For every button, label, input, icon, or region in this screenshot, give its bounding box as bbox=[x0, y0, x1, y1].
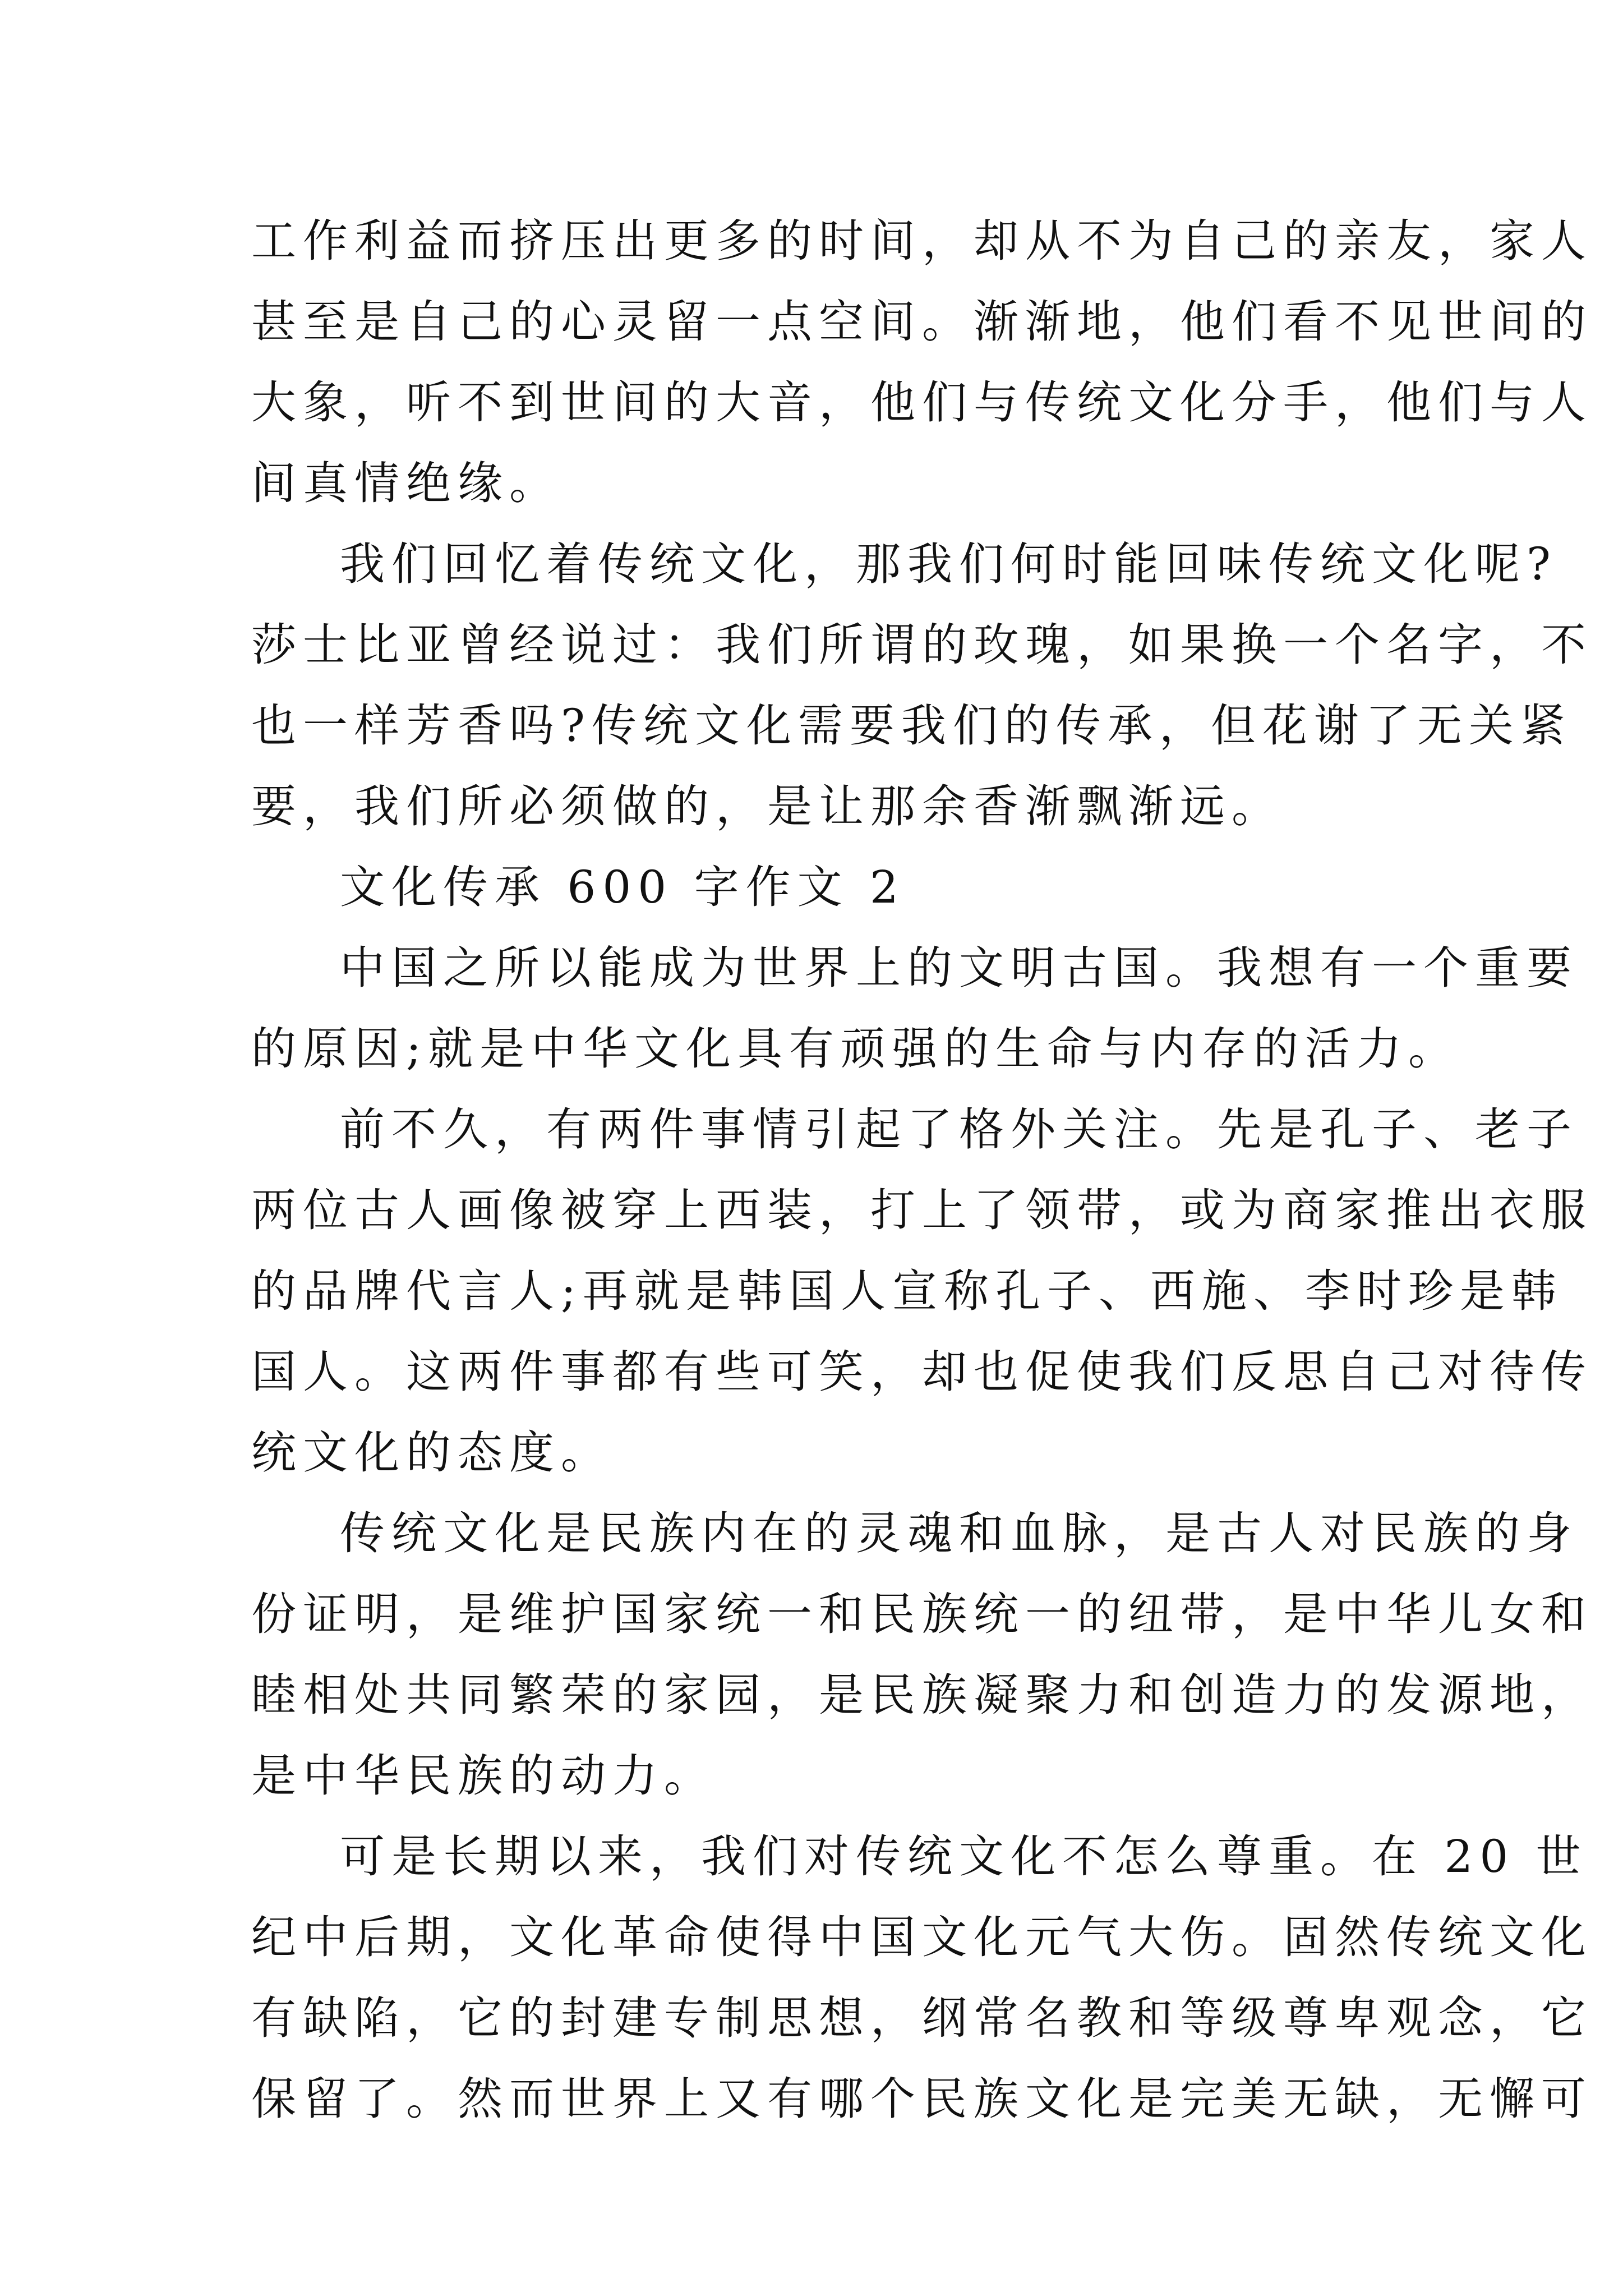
paragraph-lack-of-respect bbox=[251, 1816, 1593, 2139]
text-line: 大象，听不到世间的大音，他们与传统文化分手，他们与人 bbox=[251, 376, 1593, 429]
text-line: 文化传承 600 字作文 2 bbox=[340, 861, 905, 913]
essay-heading bbox=[251, 847, 1384, 928]
text-line: 甚至是自己的心灵留一点空间。渐渐地，他们看不见世间的 bbox=[251, 296, 1593, 348]
essay-body bbox=[251, 201, 1593, 2139]
text-line: 工作利益而挤压出更多的时间，却从不为自己的亲友，家人 bbox=[251, 215, 1593, 267]
text-line: 我们回忆着传统文化，那我们何时能回味传统文化呢? bbox=[340, 538, 1557, 590]
text-line: 的原因;就是中华文化具有顽强的生命与内存的活力。 bbox=[251, 1023, 1460, 1075]
text-line: 份证明，是维护国家统一和民族统一的纽带，是中华儿女和 bbox=[251, 1588, 1593, 1640]
paragraph-continued-modern-life bbox=[251, 201, 1593, 524]
text-line: 有缺陷，它的封建专制思想，纲常名教和等级尊卑观念，它 bbox=[251, 1992, 1593, 2044]
text-line: 前不久，有两件事情引起了格外关注。先是孔子、老子 bbox=[340, 1103, 1578, 1156]
text-line: 是中华民族的动力。 bbox=[251, 1750, 716, 1802]
paragraph-remembering-culture bbox=[251, 524, 1593, 847]
paragraph-soul-and-blood bbox=[251, 1493, 1593, 1816]
text-line: 中国之所以能成为世界上的文明古国。我想有一个重要 bbox=[340, 942, 1578, 994]
text-line: 保留了。然而世界上又有哪个民族文化是完美无缺，无懈可 bbox=[251, 2073, 1593, 2125]
paragraph-two-incidents bbox=[251, 1089, 1593, 1493]
text-line: 要，我们所必须做的，是让那余香渐飘渐远。 bbox=[251, 780, 1283, 832]
text-line: 纪中后期，文化革命使得中国文化元气大伤。固然传统文化 bbox=[251, 1911, 1593, 1963]
text-line: 可是长期以来，我们对传统文化不怎么尊重。在 20 世 bbox=[340, 1830, 1588, 1883]
text-line: 的品牌代言人;再就是韩国人宣称孔子、西施、李时珍是韩 bbox=[251, 1265, 1563, 1317]
text-line: 两位古人画像被穿上西装，打上了领带，或为商家推出衣服 bbox=[251, 1184, 1593, 1236]
text-line: 传统文化是民族内在的灵魂和血脉，是古人对民族的身 bbox=[340, 1507, 1578, 1559]
text-line: 也一样芳香吗?传统文化需要我们的传承，但花谢了无关紧 bbox=[251, 700, 1572, 752]
text-line: 睦相处共同繁荣的家园，是民族凝聚力和创造力的发源地， bbox=[251, 1669, 1593, 1721]
text-line: 莎士比亚曾经说过：我们所谓的玫瑰，如果换一个名字，不 bbox=[251, 619, 1593, 671]
text-line: 间真情绝缘。 bbox=[251, 457, 561, 509]
text-line: 国人。这两件事都有些可笑，却也促使我们反思自己对待传 bbox=[251, 1346, 1593, 1398]
text-line: 统文化的态度。 bbox=[251, 1427, 612, 1479]
paragraph-ancient-civilization bbox=[251, 928, 1578, 1089]
